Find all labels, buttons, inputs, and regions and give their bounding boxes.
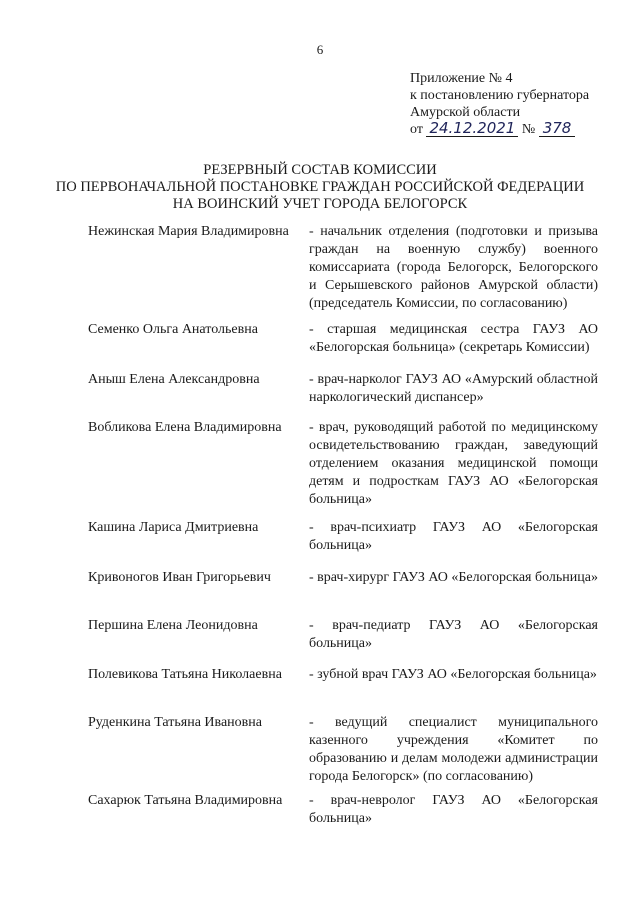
appendix-line-1: Приложение № 4 [410,71,513,86]
member-name: Полевикова Татьяна Николаевна [88,667,282,682]
member-description: - врач-нарколог ГАУЗ АО «Амурский областной наркологический диспансер» [309,372,598,405]
member-name: Першина Елена Леонидовна [88,618,258,633]
member-name: Семенко Ольга Анатольевна [88,322,258,337]
member-name: Нежинская Мария Владимировна [88,224,289,239]
appendix-line-3: Амурской области [410,105,521,120]
member-description: - зубной врач ГАУЗ АО «Белогорская больница» [309,667,597,682]
member-description: - начальник отделения (подготовки и призыва граждан на военную службу) военного комиссариата (города Белогорск, Белогорского и Серышевского районов Амурской области) (председатель Комиссии, по согласованию) [309,224,598,311]
appendix-line-2: к постановлению губернатора [410,88,590,103]
member-name: Сахарюк Татьяна Владимировна [88,793,283,808]
member-description: - старшая медицинская сестра ГАУЗ АО «Белогорская больница» (секретарь Комиссии) [309,322,598,355]
member-name: Вобликова Елена Владимировна [88,420,282,435]
member-name: Кашина Лариса Дмитриевна [88,520,259,535]
appendix-header [410,70,635,138]
handwritten-number: 378 [539,121,576,137]
member-description: - врач-психиатр ГАУЗ АО «Белогорская больница» [309,520,598,553]
member-description: - врач-хирург ГАУЗ АО «Белогорская больница» [309,570,598,585]
number-prefix: № [521,122,536,137]
member-description: - ведущий специалист муниципального казенного учреждения «Комитет по образованию и делам молодежи администрации города Белогорск» (по согласованию) [309,715,598,784]
document-title [0,162,640,213]
member-name: Кривоногов Иван Григорьевич [88,570,271,585]
page-number: 6 [316,42,324,57]
date-prefix: от [410,122,423,137]
member-description: - врач-невролог ГАУЗ АО «Белогорская больница» [309,793,598,826]
appendix-date-line [410,121,635,138]
title-line-1: РЕЗЕРВНЫЙ СОСТАВ КОМИССИИ [203,162,437,178]
member-description: - врач-педиатр ГАУЗ АО «Белогорская больница» [309,618,598,651]
member-name: Руденкина Татьяна Ивановна [88,715,262,730]
title-line-2: ПО ПЕРВОНАЧАЛЬНОЙ ПОСТАНОВКЕ ГРАЖДАН РОССИЙСКОЙ ФЕДЕРАЦИИ [55,179,585,195]
member-description: - врач, руководящий работой по медицинскому освидетельствованию граждан, заведующий отделением оказания медицинской помощи детям и подросткам ГАУЗ АО «Белогорская больница» [309,420,598,507]
handwritten-date: 24.12.2021 [426,121,518,137]
member-name: Аныш Елена Александровна [88,372,260,387]
title-line-3: НА ВОИНСКИЙ УЧЕТ ГОРОДА БЕЛОГОРСК [172,196,468,212]
